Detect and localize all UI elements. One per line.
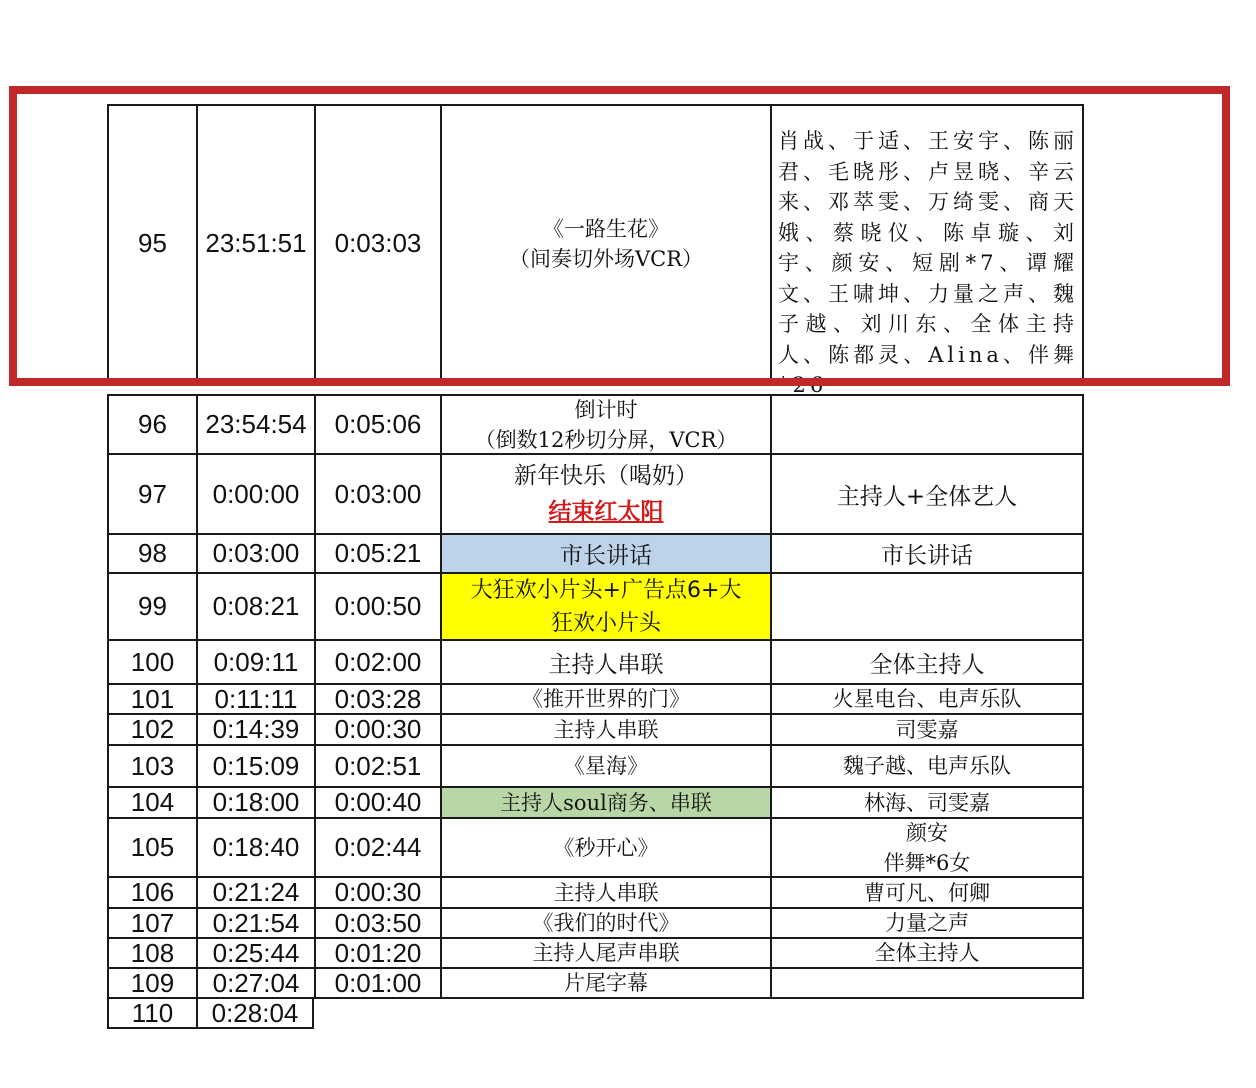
start-time: 23:51:51	[196, 104, 314, 383]
performers-cell	[770, 572, 1084, 641]
program-title: 主持人串联	[553, 880, 659, 905]
start-time: 0:08:21	[196, 572, 314, 641]
duration: 0:03:00	[314, 453, 440, 535]
duration: 0:02:51	[314, 744, 440, 788]
program-title: 倒计时	[574, 397, 638, 422]
program-cell	[440, 713, 770, 746]
duration: 0:01:20	[314, 937, 440, 969]
program-title: 《一路生花》	[542, 216, 669, 241]
program-cell	[440, 453, 770, 535]
program-cell	[440, 817, 770, 878]
program-cell	[440, 876, 770, 909]
row-number: 105	[107, 817, 196, 878]
performer-line: 伴舞*6女	[883, 850, 971, 875]
program-title: 《秒开心》	[553, 835, 659, 860]
program-title: 《星海》	[564, 754, 648, 778]
performer-line: 颜安	[906, 820, 948, 845]
start-time: 0:18:00	[196, 786, 314, 819]
duration: 0:03:03	[314, 104, 440, 383]
program-title: 主持人串联	[548, 651, 664, 678]
performers-cell: 全体主持人	[770, 639, 1084, 685]
duration: 0:00:30	[314, 876, 440, 909]
row-number: 106	[107, 876, 196, 909]
program-cell	[440, 104, 770, 383]
duration: 0:05:21	[314, 533, 440, 574]
performers-cell: 魏子越、电声乐队	[770, 744, 1084, 788]
program-title: 《推开世界的门》	[522, 687, 690, 711]
duration: 0:00:30	[314, 713, 440, 746]
program-title: 新年快乐（喝奶）	[514, 463, 698, 489]
start-time: 0:09:11	[196, 639, 314, 685]
program-cell	[440, 786, 770, 819]
duration: 0:03:28	[314, 683, 440, 715]
program-note: （倒数12秒切分屏，VCR）	[474, 427, 738, 452]
program-cell	[440, 937, 770, 969]
performers-cell: 市长讲话	[770, 533, 1084, 574]
performers-cell: 司雯嘉	[770, 713, 1084, 746]
start-time: 0:25:44	[196, 937, 314, 969]
row-number: 104	[107, 786, 196, 819]
program-note: （间奏切外场VCR）	[508, 246, 704, 271]
row-number: 97	[107, 453, 196, 535]
program-title: 市长讲话	[560, 543, 652, 569]
program-title: 主持人串联	[553, 717, 659, 742]
duration: 0:00:50	[314, 572, 440, 641]
row-number: 102	[107, 713, 196, 746]
row-number: 98	[107, 533, 196, 574]
performers-cell: 肖战、于适、王安宇、陈丽君、毛晓彤、卢昱晓、辛云来、邓萃雯、万绮雯、商天娥、蔡晓仪、陈卓璇、刘宇、颜安、短剧*7、谭耀文、王啸坤、力量之声、魏子越、刘川东、全体主持人、陈都灵、Alina、伴舞*26	[770, 104, 1084, 383]
duration: 0:02:00	[314, 639, 440, 685]
performers-cell: 曹可凡、何卿	[770, 876, 1084, 909]
duration: 0:00:40	[314, 786, 440, 819]
performers-cell	[770, 967, 1084, 999]
duration: 0:02:44	[314, 817, 440, 878]
performers-cell: 林海、司雯嘉	[770, 786, 1084, 819]
program-title: 《我们的时代》	[532, 911, 680, 935]
program-title-cont: 狂欢小片头	[550, 610, 661, 636]
program-cell	[440, 394, 770, 455]
program-red-note: 结束红太阳	[548, 499, 664, 525]
performers-cell: 全体主持人	[770, 937, 1084, 969]
row-number: 100	[107, 639, 196, 685]
start-time: 0:21:54	[196, 907, 314, 939]
start-time: 0:18:40	[196, 817, 314, 878]
row-number: 107	[107, 907, 196, 939]
program-cell	[440, 683, 770, 715]
row-number: 108	[107, 937, 196, 969]
duration: 0:05:06	[314, 394, 440, 455]
performers-cell: 火星电台、电声乐队	[770, 683, 1084, 715]
performers-cell: 力量之声	[770, 907, 1084, 939]
row-number: 103	[107, 744, 196, 788]
program-cell	[440, 744, 770, 788]
program-cell	[440, 907, 770, 939]
row-number: 95	[107, 104, 196, 383]
start-time: 0:11:11	[196, 683, 314, 715]
performers-cell	[770, 394, 1084, 455]
start-time: 23:54:54	[196, 394, 314, 455]
start-time: 0:28:04	[196, 997, 314, 1029]
performers-cell: 主持人+全体艺人	[770, 453, 1084, 535]
start-time: 0:15:09	[196, 744, 314, 788]
start-time: 0:00:00	[196, 453, 314, 535]
program-cell	[440, 533, 770, 574]
row-number: 101	[107, 683, 196, 715]
program-title: 大狂欢小片头+广告点6+大	[470, 577, 742, 603]
row-number: 96	[107, 394, 196, 455]
program-title: 主持人尾声串联	[532, 941, 680, 965]
program-title: 片尾字幕	[564, 971, 648, 995]
start-time: 0:14:39	[196, 713, 314, 746]
start-time: 0:03:00	[196, 533, 314, 574]
row-number: 110	[107, 997, 196, 1029]
program-cell	[440, 967, 770, 999]
duration: 0:01:00	[314, 967, 440, 999]
program-cell	[440, 639, 770, 685]
program-title: 主持人soul商务、串联	[500, 790, 712, 815]
program-cell	[440, 572, 770, 641]
row-number: 99	[107, 572, 196, 641]
performers-cell	[770, 817, 1084, 878]
row-number: 109	[107, 967, 196, 999]
start-time: 0:27:04	[196, 967, 314, 999]
start-time: 0:21:24	[196, 876, 314, 909]
duration: 0:03:50	[314, 907, 440, 939]
